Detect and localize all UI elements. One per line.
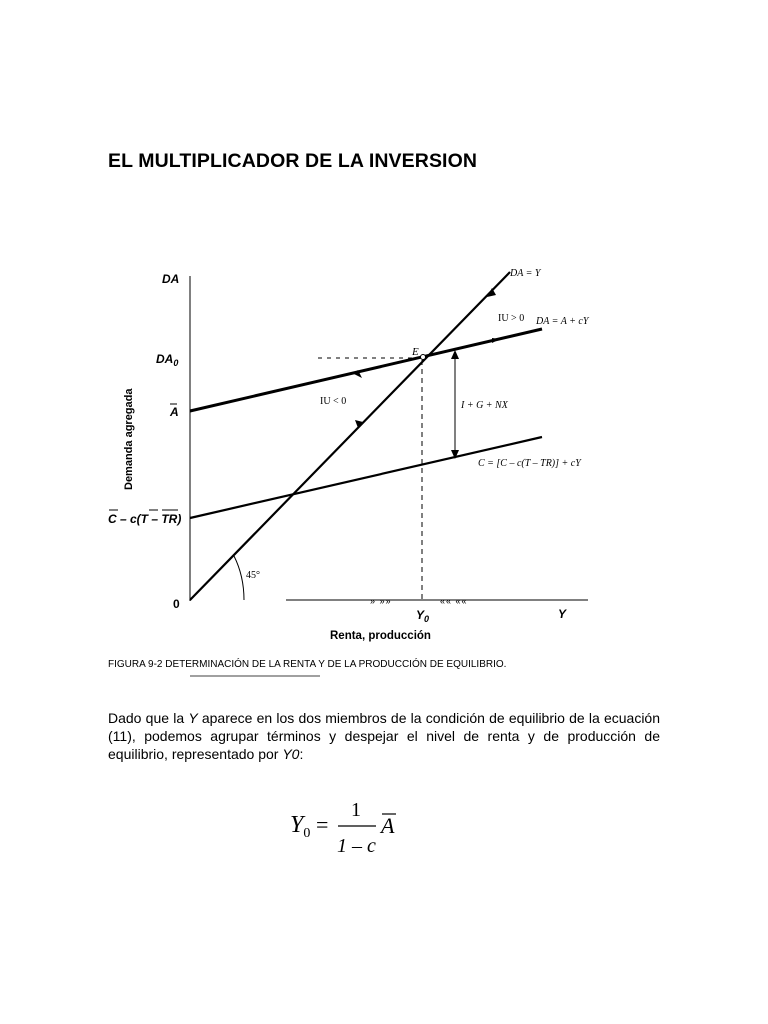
- explanation-paragraph: Dado que la Y aparece en los dos miembros de la condición de equilibrio de la ecuación (11), podemos agrupar términos y despejar el nivel de renta y de producción de equilibrio, representado por Y0:: [108, 710, 660, 762]
- equation-equals: =: [316, 812, 329, 837]
- y-axis-name: DA: [162, 272, 180, 286]
- multiplier-equation: [288, 790, 408, 860]
- line-aggregate-demand: [190, 329, 542, 411]
- y-tick-da0: $DA_0$: [156, 352, 179, 368]
- equilibrium-diagram: [100, 246, 592, 680]
- equation-denominator: 1 – c: [337, 835, 376, 857]
- point-label: E: [412, 346, 419, 358]
- line-45-degree: [190, 272, 510, 600]
- y-axis-title: Demanda agregada: [123, 388, 135, 490]
- x-axis-name: Y: [558, 607, 567, 621]
- equation-rhs: A: [381, 813, 395, 838]
- angle-label: 45°: [246, 570, 260, 581]
- equation-lhs: $Y_0$: [290, 812, 311, 841]
- x-tick-y0: $Y_0$: [416, 608, 430, 624]
- line-da-label: DA = A + cY: [536, 316, 589, 327]
- figure-caption: FIGURA 9-2 DETERMINACIÓN DE LA RENTA Y DE LA PRODUCCIÓN DE EQUILIBRIO.: [108, 659, 507, 670]
- page-title: EL MULTIPLICADOR DE LA INVERSION: [108, 150, 478, 172]
- arrow-45-upper: [487, 288, 496, 297]
- equilibrium-figure: [100, 246, 592, 680]
- gap-label: I + G + NX: [461, 400, 508, 411]
- x-axis-marks-left: «« ««: [440, 596, 468, 606]
- y-tick-a: A: [170, 405, 179, 419]
- x-axis-title: Renta, producción: [330, 630, 431, 642]
- angle-arc: [234, 556, 244, 600]
- equilibrium-point: [421, 355, 426, 360]
- iu-positive-label: IU > 0: [498, 313, 525, 324]
- equation-numerator: 1: [351, 799, 361, 821]
- y-tick-c: C – c(T – TR): [108, 512, 182, 526]
- line-45-label: DA = Y: [510, 268, 541, 279]
- line-consumption: [190, 437, 542, 518]
- iu-negative-label: IU < 0: [320, 396, 347, 407]
- origin-label: 0: [173, 597, 180, 611]
- line-c-label: C = [C – c(T – TR)] + cY: [478, 458, 581, 469]
- x-axis-marks: » »»: [370, 596, 392, 606]
